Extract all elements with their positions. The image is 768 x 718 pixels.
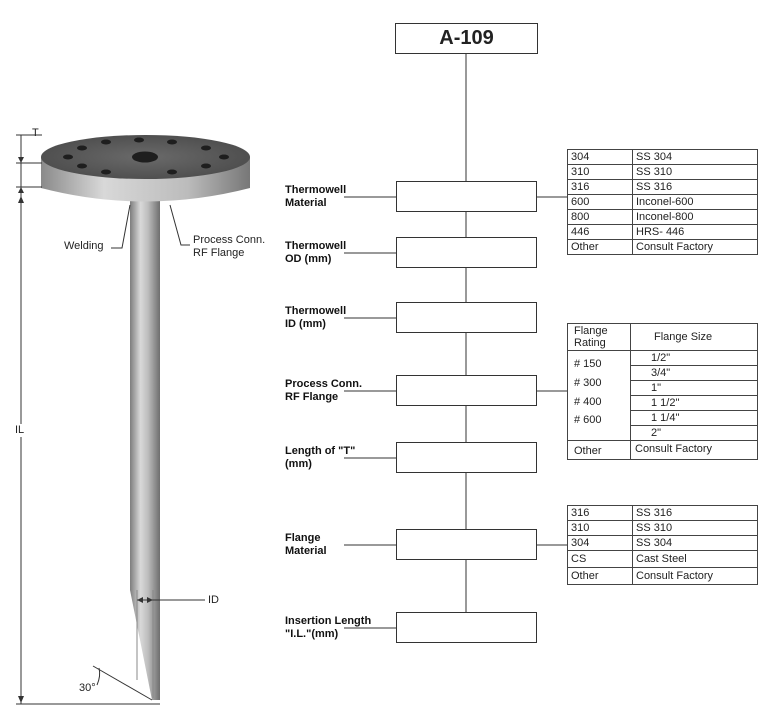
welding-label: Welding bbox=[64, 240, 104, 252]
flange-other-label: Other bbox=[574, 445, 602, 457]
flange-label-line2: RF Flange bbox=[193, 247, 245, 259]
code-box-id[interactable] bbox=[396, 302, 537, 333]
flange-material-options-table bbox=[567, 505, 758, 585]
code-box-length-t[interactable] bbox=[396, 442, 537, 473]
header-flange-size: Flange Size bbox=[654, 331, 713, 343]
table-row: Other Consult Factory bbox=[568, 568, 758, 585]
field-label-od: Thermowell OD (mm) bbox=[285, 240, 347, 265]
table-row: 316 SS 316 bbox=[568, 506, 758, 521]
size-3-4: 3/4" bbox=[651, 367, 671, 379]
size-1-2: 1/2" bbox=[651, 352, 671, 364]
table-row: 310 SS 310 bbox=[568, 521, 758, 536]
table-row: CS Cast Steel bbox=[568, 551, 758, 568]
field-label-id: Thermowell ID (mm) bbox=[285, 305, 347, 330]
field-label-flange-material: Flange Material bbox=[285, 532, 327, 557]
size-2: 2" bbox=[651, 427, 662, 439]
code-box-material[interactable] bbox=[396, 181, 537, 212]
size-1: 1" bbox=[651, 382, 662, 394]
il-label: IL bbox=[15, 424, 25, 436]
table-row: 600 Inconel-600 bbox=[568, 195, 758, 210]
code-box-process-conn[interactable] bbox=[396, 375, 537, 406]
model-code-box: A-109 bbox=[395, 23, 538, 54]
table-row: 316 SS 316 bbox=[568, 180, 758, 195]
field-label-material: Thermowell Material bbox=[285, 184, 347, 209]
rating-300: # 300 bbox=[574, 377, 602, 389]
table-row: 800 Inconel-800 bbox=[568, 210, 758, 225]
header-flange-rating: Flange Rating bbox=[574, 325, 608, 349]
flange-label-line1: Process Conn. bbox=[193, 234, 266, 246]
field-label-insertion-length: Insertion Length "I.L."(mm) bbox=[285, 615, 372, 640]
angle-label: 30° bbox=[79, 682, 96, 694]
field-label-process-conn: Process Conn. RF Flange bbox=[285, 378, 363, 403]
material-options-table bbox=[567, 149, 758, 255]
table-row: 310 SS 310 bbox=[568, 165, 758, 180]
flange-other-value: Consult Factory bbox=[635, 443, 713, 455]
rating-150: # 150 bbox=[574, 358, 602, 370]
code-box-flange-material[interactable] bbox=[396, 529, 537, 560]
table-row: Other Consult Factory bbox=[568, 240, 758, 255]
code-box-insertion-length[interactable] bbox=[396, 612, 537, 643]
table-row: 304 SS 304 bbox=[568, 150, 758, 165]
flange-options-table bbox=[567, 323, 758, 460]
rating-600: # 600 bbox=[574, 414, 602, 426]
t-label: T bbox=[32, 127, 39, 139]
code-box-od[interactable] bbox=[396, 237, 537, 268]
rating-400: # 400 bbox=[574, 396, 602, 408]
size-1-1-2: 1 1/2" bbox=[651, 397, 680, 409]
table-row: 446 HRS- 446 bbox=[568, 225, 758, 240]
id-label: ID bbox=[208, 594, 219, 606]
field-label-length-t: Length of "T" (mm) bbox=[285, 445, 356, 470]
table-row: 304 SS 304 bbox=[568, 536, 758, 551]
size-1-1-4: 1 1/4" bbox=[651, 412, 680, 424]
